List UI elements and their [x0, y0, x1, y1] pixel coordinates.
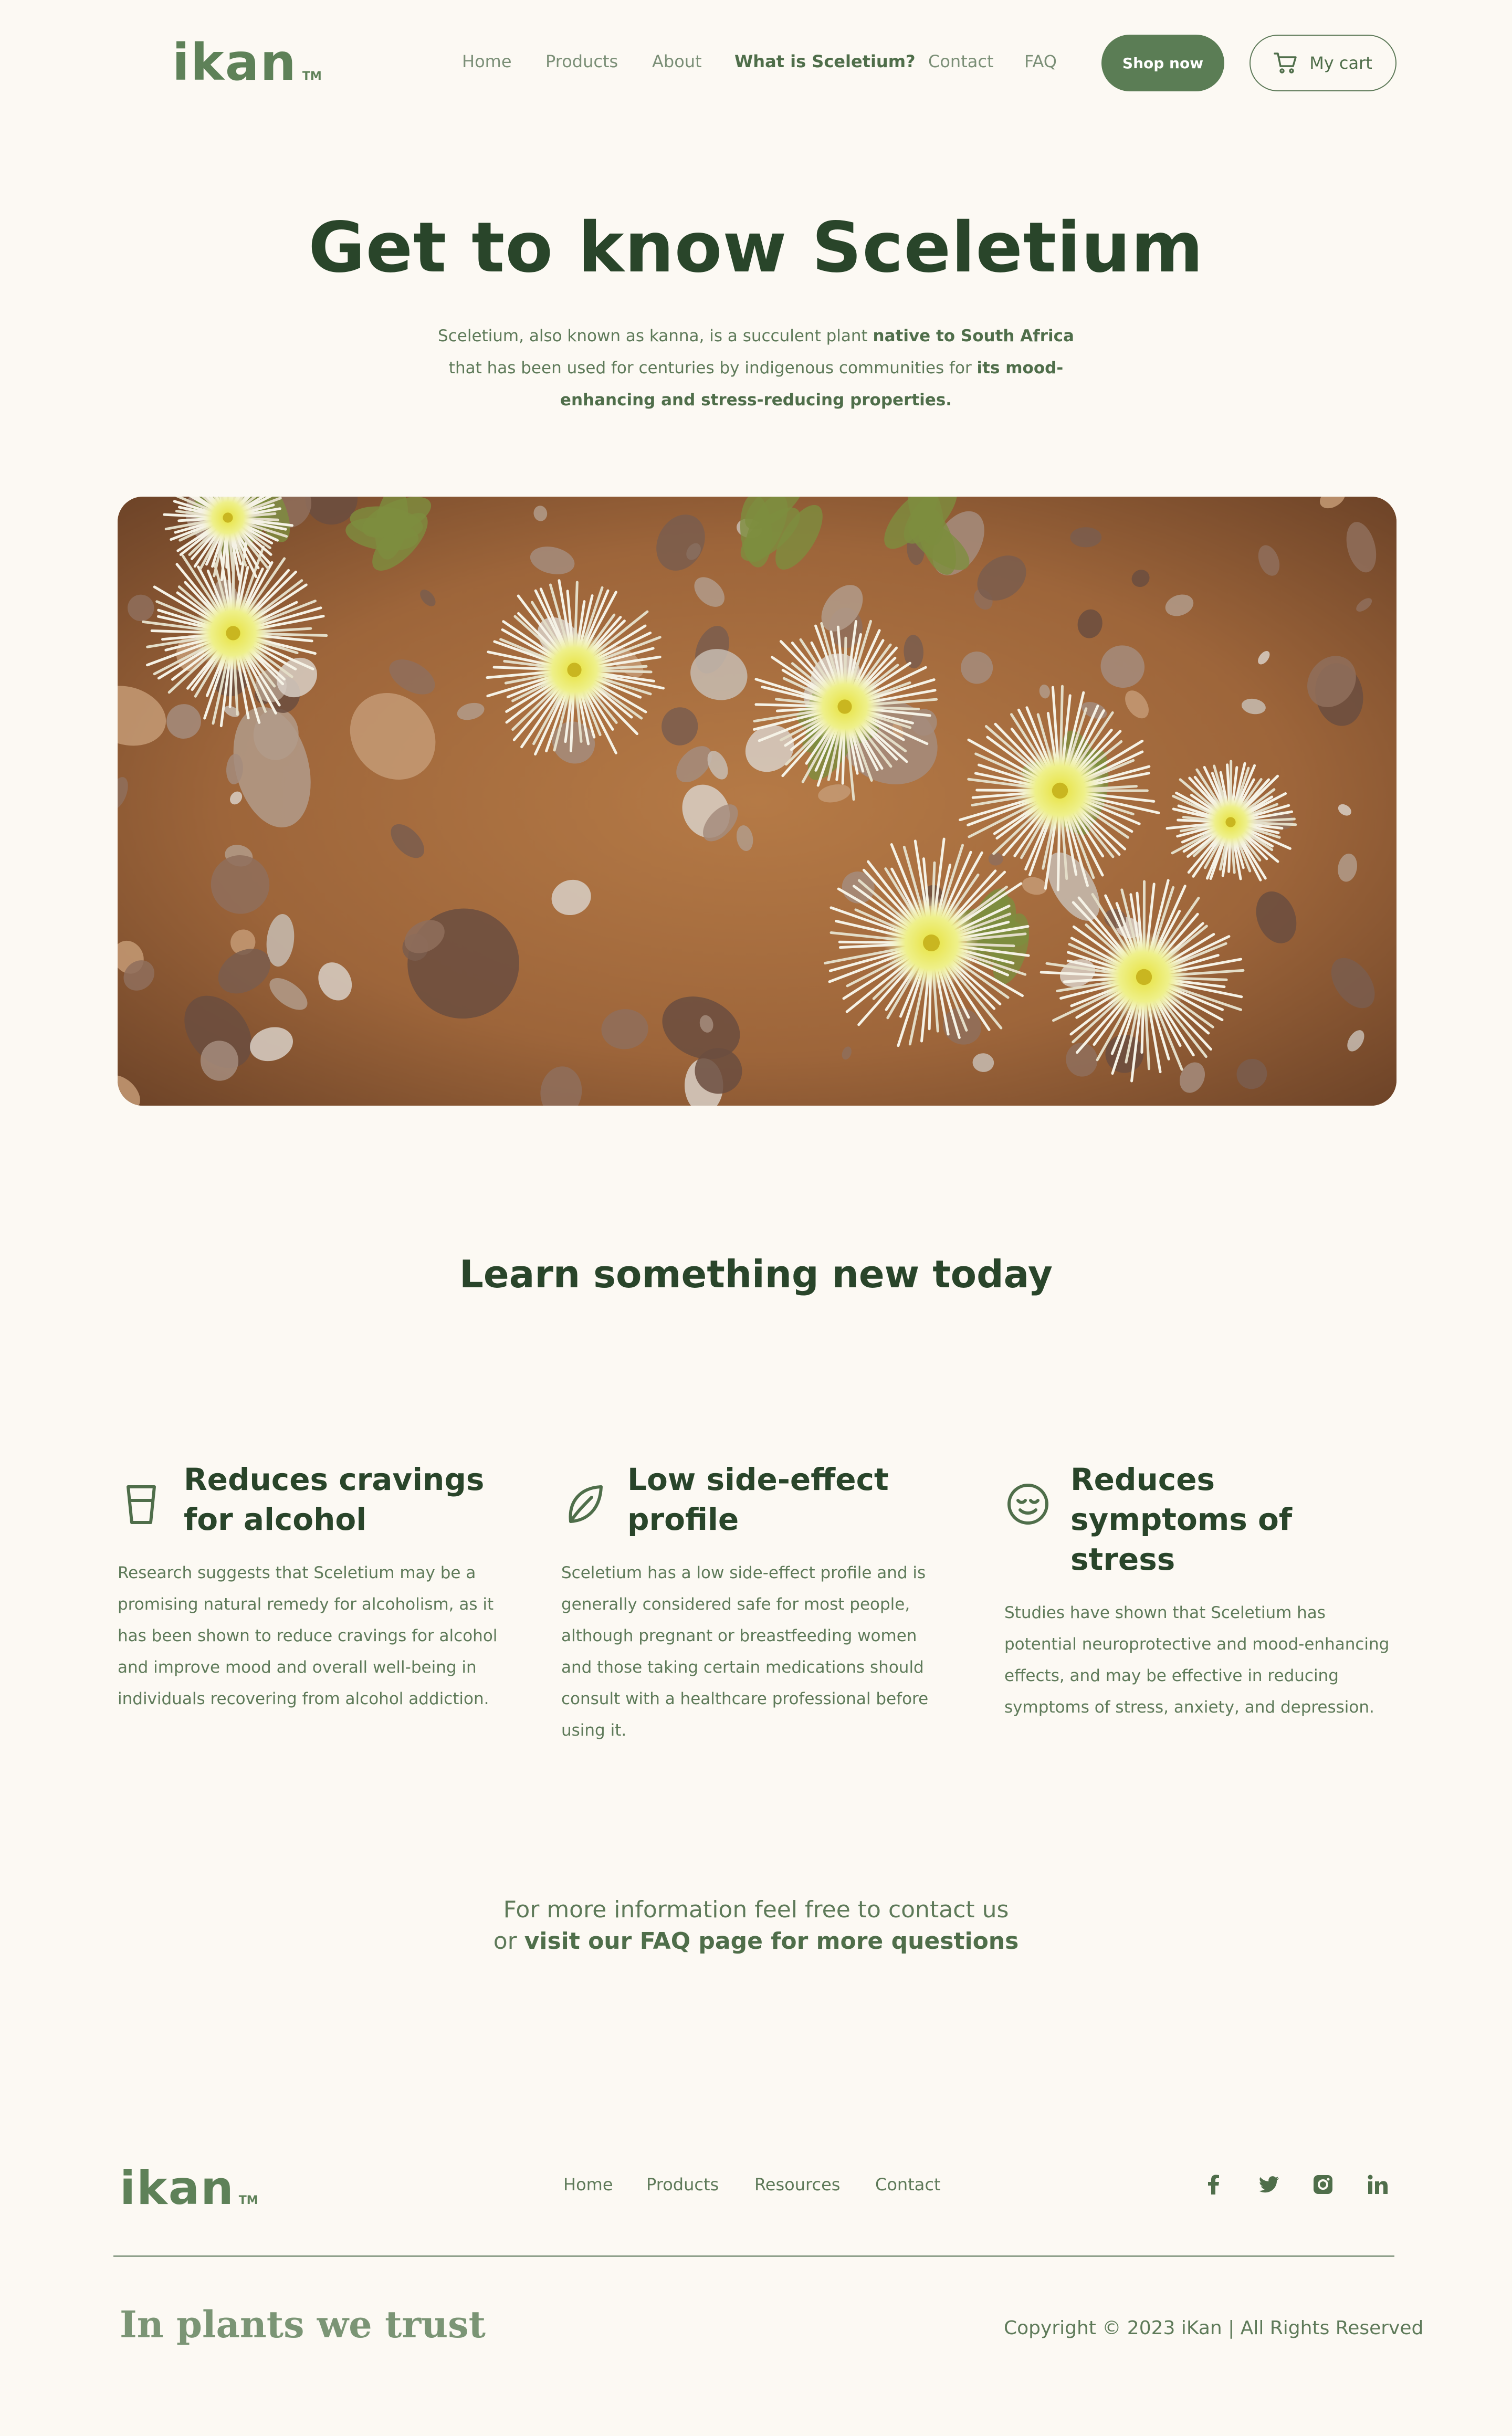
nav-faq[interactable]: FAQ — [1024, 51, 1057, 71]
learn-section-title: Learn something new today — [459, 1252, 1053, 1296]
hero-desc-text-1: Sceletium, also known as kanna, is a succulent plant — [438, 327, 873, 345]
flower-core — [223, 512, 233, 522]
nav-about[interactable]: About — [652, 51, 702, 71]
feature-title — [184, 1460, 484, 1539]
footer-logo-wordmark: ikan — [120, 2161, 235, 2215]
feature-title-line2: symptoms of stress — [1070, 1502, 1293, 1577]
shop-now-label: Shop now — [1122, 54, 1204, 72]
facebook-icon[interactable] — [1203, 2174, 1225, 2196]
my-cart-button[interactable] — [1250, 35, 1396, 91]
flower-core — [1052, 783, 1068, 799]
footer-link-resources[interactable]: Resources — [754, 2175, 841, 2194]
footer-divider — [113, 2255, 1394, 2257]
feature-card-side-effects — [561, 1460, 950, 1746]
hero-description — [420, 320, 1092, 416]
feature-card-stress — [1004, 1460, 1393, 1723]
feature-card-alcohol — [118, 1460, 506, 1715]
nav-home[interactable]: Home — [462, 51, 512, 71]
feature-title-line1: Low side-effect — [627, 1462, 889, 1497]
logo-trademark: TM — [302, 70, 322, 83]
footer-link-contact[interactable]: Contact — [875, 2175, 941, 2194]
contact-prompt: For more information feel free to contact us — [503, 1896, 1009, 1923]
nav-products[interactable]: Products — [545, 51, 618, 71]
flower-core — [1225, 817, 1235, 827]
flower-core — [837, 699, 852, 713]
copyright: Copyright © 2023 iKan | All Rights Reserved — [1004, 2317, 1424, 2339]
header-logo[interactable] — [172, 34, 322, 91]
tagline: In plants we trust — [120, 2303, 486, 2346]
faq-prompt — [0, 1928, 1512, 1955]
feature-text: Sceletium has a low side-effect profile and is generally considered safe for most people, although pregnant or breastfeeding women and those taking certain medications should consult with a healthcare professional before using it. — [561, 1563, 929, 1740]
sceletium-flowers-photo — [118, 497, 1396, 1106]
footer-logo[interactable] — [120, 2162, 258, 2214]
flower-core — [923, 934, 940, 951]
twitter-icon[interactable] — [1258, 2174, 1280, 2196]
cart-icon — [1274, 52, 1298, 74]
feature-title-line2: for alcohol — [184, 1502, 367, 1537]
feature-text: Research suggests that Sceletium may be a promising natural remedy for alcoholism, as it has been shown to reduce cravings for alcohol and improve mood and overall well-being in individuals recovering from alcohol addiction. — [118, 1563, 498, 1708]
logo-wordmark: ikan — [172, 33, 297, 92]
footer-link-products[interactable]: Products — [646, 2175, 719, 2194]
instagram-icon[interactable] — [1312, 2174, 1334, 2196]
calm-face-icon — [1004, 1480, 1052, 1528]
feature-title — [627, 1460, 889, 1539]
feature-title — [1070, 1460, 1393, 1579]
footer-link-home[interactable]: Home — [563, 2175, 613, 2194]
faq-prefix: or — [493, 1928, 524, 1955]
feature-title-line1: Reduces cravings — [184, 1462, 485, 1497]
hero-desc-bold-2: its mood-enhancing and stress-reducing properties. — [560, 359, 1064, 410]
flower-core — [1136, 969, 1152, 985]
flower-core — [567, 663, 581, 677]
footer-logo-trademark: TM — [238, 2194, 258, 2207]
flower-core — [226, 626, 240, 640]
leaf-icon — [561, 1480, 608, 1528]
feature-title-line2: profile — [627, 1502, 739, 1537]
nav-what-is-sceletium[interactable]: What is Sceletium? — [734, 51, 916, 71]
hero-desc-text-2: that has been used for centuries by indigenous communities for — [448, 359, 977, 377]
feature-title-line1: Reduces — [1070, 1462, 1215, 1497]
linkedin-icon[interactable] — [1367, 2174, 1389, 2196]
nav-contact[interactable]: Contact — [928, 51, 994, 71]
faq-link[interactable]: visit our FAQ page for more questions — [524, 1928, 1019, 1955]
pebble — [1070, 527, 1101, 547]
glass-icon — [118, 1480, 165, 1528]
shop-now-button[interactable] — [1101, 35, 1224, 91]
my-cart-label: My cart — [1309, 53, 1372, 73]
page-title: Get to know Sceletium — [308, 207, 1204, 288]
feature-text: Studies have shown that Sceletium has potential neuroprotective and mood-enhancing effects, and may be effective in reducing symptoms of stress, anxiety, and depression. — [1004, 1603, 1390, 1717]
hero-desc-bold-1: native to South Africa — [873, 327, 1074, 345]
